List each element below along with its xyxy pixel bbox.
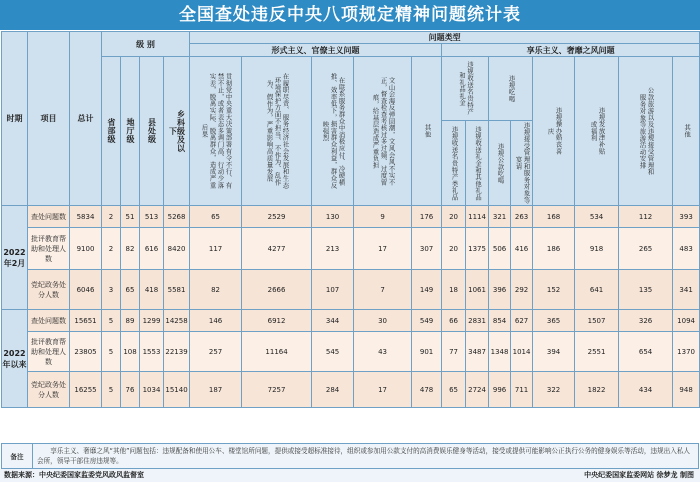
cell: 711 [511,372,533,408]
cell: 5834 [70,206,102,228]
level-group-header: 级 别 [102,32,190,57]
cell: 6046 [70,270,102,310]
cell: 186 [533,228,575,270]
cell: 654 [619,332,673,372]
cell: 2724 [466,372,489,408]
cell: 168 [533,206,575,228]
cell: 641 [575,270,619,310]
cell: 1034 [140,372,164,408]
cell: 1370 [673,332,700,372]
cell: 2 [102,228,121,270]
row-label: 批评教育帮助和处理人数 [28,228,70,270]
cell: 2831 [466,310,489,332]
cell: 22139 [164,332,190,372]
credit-line: 中央纪委国家监委网站 徐梦龙 制图 [584,471,694,479]
cell: 549 [412,310,442,332]
cell: 82 [121,228,140,270]
formalism-col-2: 在履职尽责、服务经济社会发展和生态环境保护方面不担当、不作为、乱作为、假作为，严重影响高质量发展 [242,57,312,206]
cell: 393 [673,206,700,228]
row-label: 查处问题数 [28,310,70,332]
cell: 265 [619,228,673,270]
formalism-col-3: 在联系服务群众中消极应付、冷硬横推、效率低下，损害群众利益，群众反映强烈 [312,57,354,206]
cell: 187 [190,372,242,408]
cell: 257 [190,332,242,372]
table-row [2,332,700,372]
cell: 5581 [164,270,190,310]
note-label: 备注 [2,444,33,469]
cell: 483 [673,228,700,270]
formalism-group-header: 形式主义、官僚主义问题 [190,44,442,57]
cell: 20 [442,228,466,270]
data-source: 数据来源：中央纪委国家监委党风政风监督室 [4,471,144,479]
hedonism-col-travel: 公款旅游以及违规接受管理和服务对象等旅游活动安排 [619,57,673,206]
cell: 11164 [242,332,312,372]
cell: 1822 [575,372,619,408]
cell: 616 [140,228,164,270]
period-label: 2022年以来 [2,310,28,408]
cell: 5 [102,372,121,408]
row-label: 党纪政务处分人数 [28,270,70,310]
cell: 263 [511,206,533,228]
level-header-township: 乡科级及以下 [164,57,190,206]
footer [0,469,700,482]
formalism-col-other: 其他 [412,57,442,206]
cell: 15140 [164,372,190,408]
cell: 9 [354,206,412,228]
cell: 149 [412,270,442,310]
cell: 534 [575,206,619,228]
gift-group-header: 违规收送名贵特产和礼品礼金 [442,57,489,121]
cell: 2666 [242,270,312,310]
cell: 322 [533,372,575,408]
cell: 117 [190,228,242,270]
cell: 65 [190,206,242,228]
table-row [2,206,700,228]
cell: 513 [140,206,164,228]
cell: 1348 [489,332,511,372]
cell: 17 [354,228,412,270]
cell: 146 [190,310,242,332]
cell: 1507 [575,310,619,332]
cell: 2 [102,206,121,228]
cell: 901 [412,332,442,372]
cell: 130 [312,206,354,228]
cell: 948 [673,372,700,408]
cell: 3487 [466,332,489,372]
hedonism-group-header: 享乐主义、奢靡之风问题 [442,44,700,57]
level-header-county: 县处级 [140,57,164,206]
cell: 30 [354,310,412,332]
hedonism-col-other: 其他 [673,57,700,206]
gift-col-cash: 违规收送礼金和其他礼品 [466,121,489,206]
level-header-provincial: 省部级 [102,57,121,206]
cell: 5 [102,332,121,372]
cell: 5 [102,310,121,332]
formalism-col-1: 贯彻党中央重大决策部署有令不行、有禁不止，或者表态多调门高、行动少落实差，脱离实际、脱离群众，造成严重后果 [190,57,242,206]
row-label: 查处问题数 [28,206,70,228]
cell: 176 [412,206,442,228]
cell: 7 [354,270,412,310]
cell: 307 [412,228,442,270]
cell: 1094 [673,310,700,332]
cell: 18 [442,270,466,310]
cell: 5268 [164,206,190,228]
problem-type-header: 问题类型 [190,32,700,44]
cell: 854 [489,310,511,332]
cell: 6912 [242,310,312,332]
cell: 17 [354,372,412,408]
period-header: 时期 [2,32,28,206]
formalism-col-4: 文山会海反弹回潮，文风会风不实不正，督查检查考核过多过频、过度留痕，给基层造成严重负担 [354,57,412,206]
cell: 396 [489,270,511,310]
cell: 545 [312,332,354,372]
cell: 1061 [466,270,489,310]
note-box [1,443,699,469]
cell: 478 [412,372,442,408]
cell: 66 [442,310,466,332]
cell: 152 [533,270,575,310]
cell: 108 [121,332,140,372]
cell: 394 [533,332,575,372]
cell: 292 [511,270,533,310]
table-row [2,372,700,408]
cell: 76 [121,372,140,408]
item-header: 项目 [28,32,70,206]
level-header-prefecture: 地厅级 [121,57,140,206]
cell: 23805 [70,332,102,372]
hedonism-col-allowance: 违规发放津补贴或福利 [575,57,619,206]
cell: 1299 [140,310,164,332]
table-title: 全国查处违反中央八项规定精神问题统计表 [0,0,700,30]
cell: 4277 [242,228,312,270]
dining-col-public: 违规公款吃喝 [489,121,511,206]
cell: 107 [312,270,354,310]
cell: 284 [312,372,354,408]
cell: 14258 [164,310,190,332]
cell: 65 [121,270,140,310]
cell: 7257 [242,372,312,408]
dining-col-banquet: 违规接受管理和服务对象等宴请 [511,121,533,206]
cell: 321 [489,206,511,228]
cell: 43 [354,332,412,372]
cell: 51 [121,206,140,228]
statistics-table [1,31,700,408]
cell: 8420 [164,228,190,270]
cell: 15651 [70,310,102,332]
cell: 1114 [466,206,489,228]
cell: 213 [312,228,354,270]
cell: 1375 [466,228,489,270]
cell: 996 [489,372,511,408]
dining-group-header: 违规吃喝 [489,57,533,121]
note-text: 享乐主义、奢靡之风“其他”问题包括：违规配备和使用公车、楼堂馆所问题，提供或接受超标准接待，组织或参加用公款支付的高消费娱乐健身等活动，接受或提供可能影响公正执行公务的健身娱乐等活动，违规出入私人会所，领导干部住房违规等。 [33,444,699,469]
cell: 506 [489,228,511,270]
table-row [2,310,700,332]
cell: 418 [140,270,164,310]
hedonism-col-wedding: 违规操办婚丧喜庆 [533,57,575,206]
cell: 416 [511,228,533,270]
cell: 627 [511,310,533,332]
table-row [2,228,700,270]
cell: 1553 [140,332,164,372]
cell: 82 [190,270,242,310]
cell: 3 [102,270,121,310]
cell: 365 [533,310,575,332]
cell: 2551 [575,332,619,372]
row-label: 批评教育帮助和处理人数 [28,332,70,372]
cell: 65 [442,372,466,408]
cell: 341 [673,270,700,310]
cell: 20 [442,206,466,228]
cell: 89 [121,310,140,332]
period-label: 2022年2月 [2,206,28,310]
cell: 918 [575,228,619,270]
cell: 434 [619,372,673,408]
cell: 112 [619,206,673,228]
cell: 16255 [70,372,102,408]
row-label: 党纪政务处分人数 [28,372,70,408]
cell: 9100 [70,228,102,270]
cell: 2529 [242,206,312,228]
cell: 326 [619,310,673,332]
gift-col-specialty: 违规收送名贵特产类礼品 [442,121,466,206]
cell: 77 [442,332,466,372]
table-row [2,270,700,310]
total-header: 总计 [70,32,102,206]
cell: 1014 [511,332,533,372]
cell: 135 [619,270,673,310]
cell: 344 [312,310,354,332]
